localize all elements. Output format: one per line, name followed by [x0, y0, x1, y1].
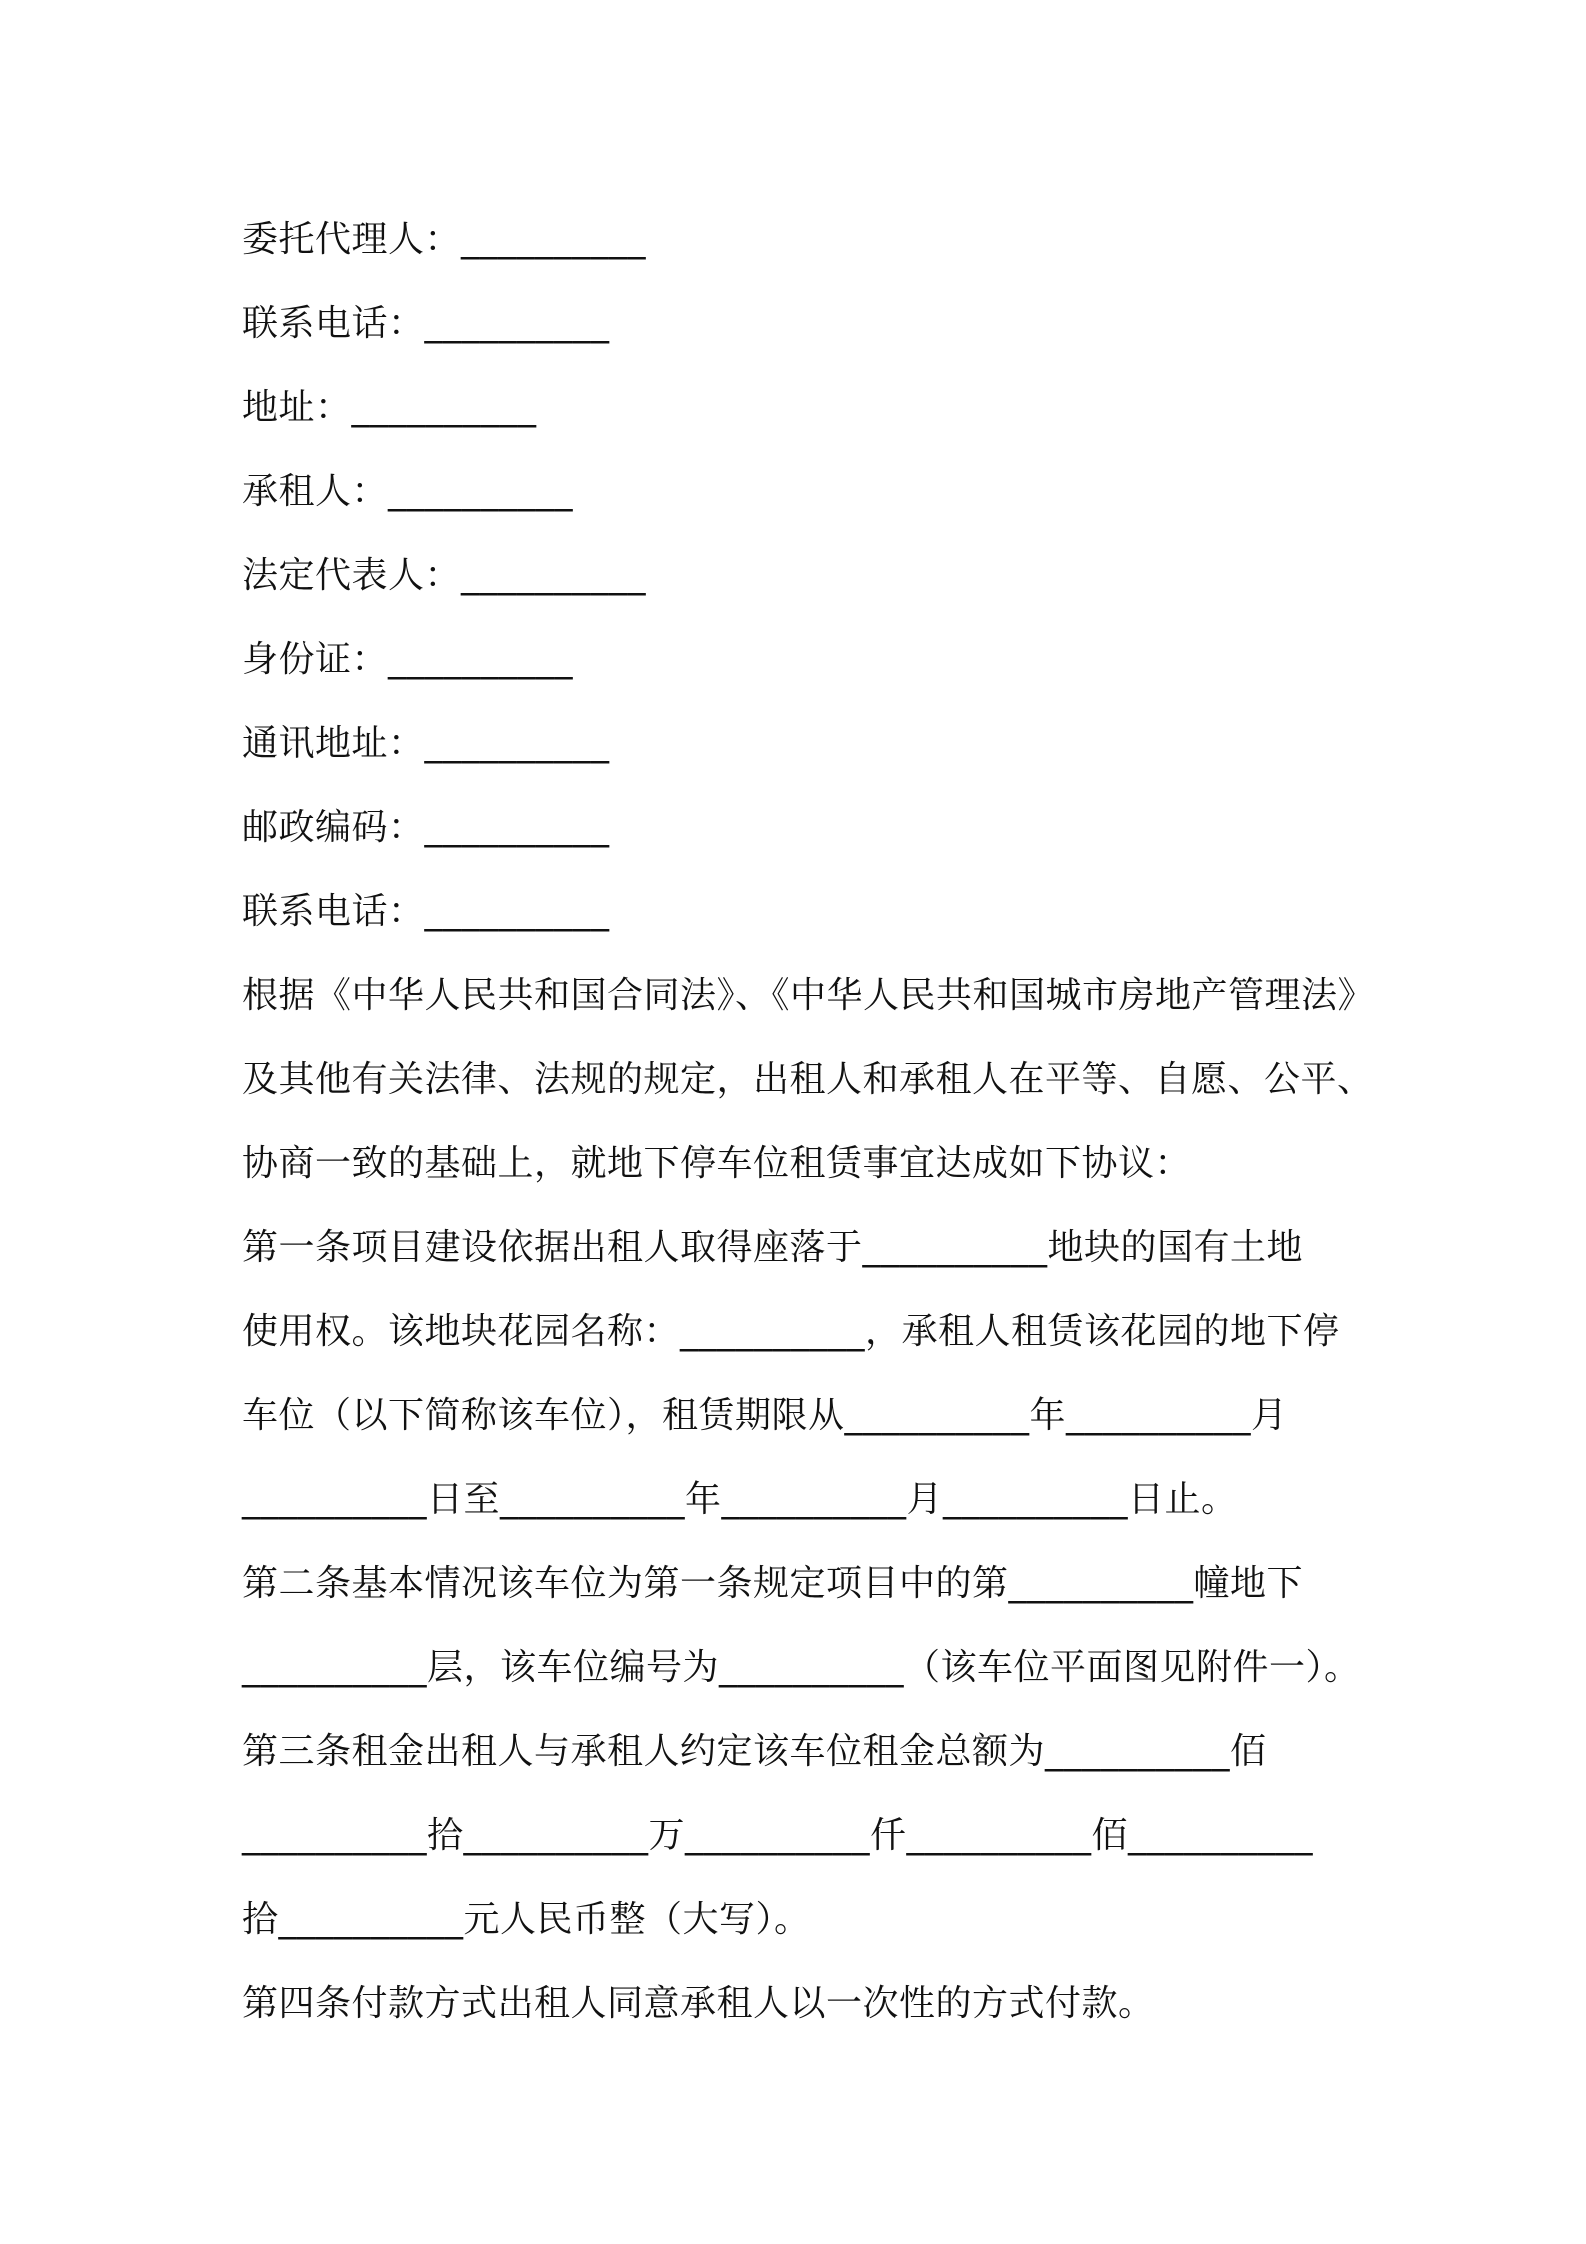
- id-card-line: 身份证：__________: [242, 639, 574, 680]
- article-3-line-1: 第三条租金出租人与承租人约定该车位租金总额为__________佰: [242, 1731, 1267, 1772]
- article-3-line-3: 拾__________元人民币整（大写）。: [242, 1899, 811, 1940]
- agent-line: 委托代理人：__________: [242, 219, 647, 260]
- postal-code-line: 邮政编码：__________: [242, 807, 610, 848]
- lessor-phone-line: 联系电话：__________: [242, 303, 610, 344]
- document-body: [242, 198, 1382, 2046]
- mailing-address-line: 通讯地址：__________: [242, 723, 610, 764]
- article-4-line-1: 第四条付款方式出租人同意承租人以一次性的方式付款。: [242, 1983, 1155, 2024]
- lessor-address-line: 地址：__________: [242, 387, 537, 428]
- preamble-line-3: 协商一致的基础上，就地下停车位租赁事宜达成如下协议：: [242, 1143, 1192, 1184]
- article-1-line-1: 第一条项目建设依据出租人取得座落于__________地块的国有土地: [242, 1227, 1304, 1268]
- article-1-line-3: 车位（以下简称该车位），租赁期限从__________年__________月: [242, 1395, 1288, 1436]
- legal-representative-line: 法定代表人：__________: [242, 555, 647, 596]
- article-3-line-2: __________拾__________万__________仟__________佰__________: [242, 1815, 1313, 1856]
- preamble-line-2: 及其他有关法律、法规的规定，出租人和承租人在平等、自愿、公平、: [242, 1059, 1374, 1100]
- article-2-line-1: 第二条基本情况该车位为第一条规定项目中的第__________幢地下: [242, 1563, 1304, 1604]
- article-2-line-2: __________层，该车位编号为__________（该车位平面图见附件一）。: [242, 1647, 1361, 1688]
- preamble-line-1: 根据《中华人民共和国合同法》、《中华人民共和国城市房地产管理法》: [242, 975, 1375, 1016]
- lessee-line: 承租人：__________: [242, 471, 574, 512]
- article-1-line-4: __________日至__________年__________月__________日止。: [242, 1479, 1238, 1520]
- lessee-phone-line: 联系电话：__________: [242, 891, 610, 932]
- article-1-line-2: 使用权。该地块花园名称：__________，承租人租赁该花园的地下停: [242, 1311, 1340, 1352]
